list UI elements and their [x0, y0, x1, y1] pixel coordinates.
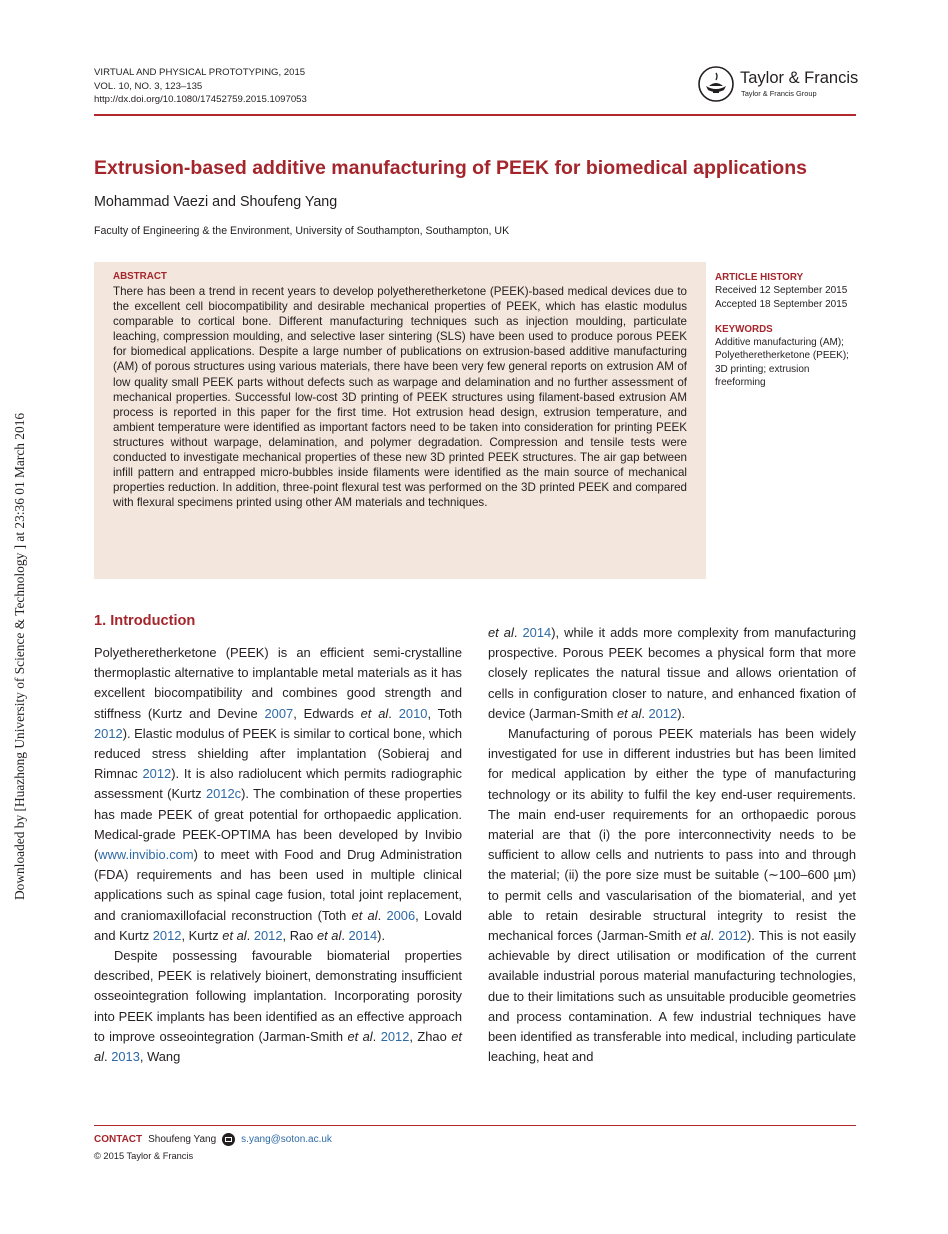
contact-label: CONTACT [94, 1134, 143, 1145]
citation-link[interactable]: 2006 [386, 907, 416, 923]
email-icon [222, 1133, 235, 1146]
citation-link[interactable]: 2014 [522, 625, 552, 640]
footer-divider [94, 1125, 856, 1126]
citation-link[interactable]: 2010 [398, 705, 428, 721]
publisher-name: Taylor & Francis [740, 69, 859, 87]
keywords-text: Additive manufacturing (AM); Polyetheretherketone (PEEK); 3D printing; extrusion freeforming [715, 337, 849, 389]
journal-name: VIRTUAL AND PHYSICAL PROTOTYPING, 2015 [94, 67, 306, 78]
journal-volume: VOL. 10, NO. 3, 123–135 [94, 80, 203, 92]
article-title: Extrusion-based additive manufacturing of PEEK for biomedical applications [94, 157, 807, 179]
invibio-link[interactable]: www.invibio.com [98, 847, 194, 863]
body-column-left [94, 643, 462, 1067]
citation-link[interactable]: 2012 [142, 766, 172, 782]
citation-link[interactable]: 2013 [111, 1049, 140, 1065]
citation-link[interactable]: 2014 [348, 927, 378, 943]
article-history-label: ARTICLE HISTORY [715, 272, 804, 283]
received-date: Received 12 September 2015 [715, 285, 848, 297]
author-affiliation: Faculty of Engineering & the Environment, University of Southampton, Southampton, UK [94, 225, 510, 237]
journal-info [94, 66, 307, 107]
abstract-text: There has been a trend in recent years to develop polyetheretherketone (PEEK)-based medical devices due to the excellent cell biocompatibility and desirable mechanical properties of PEEK, which has elastic modulus comparable to cortical bone. Different manufacturing techniques such as injection moulding, particulate leaching, compression moulding, and selective laser sintering (SLS) have been used to produce porous PEEK for biomedical applications. Despite a large number of publications on extrusion-based additive manufacturing (AM) of porous structures using various materials, there have been very few general reports on extrusion AM of low quality small PEEK parts without defects such as warpage and delamination and no further assessment of mechanical properties. Successful low-cost 3D printing of PEEK structures using filament-based extrusion AM process is reported in this paper for the first time. Hot extrusion head design, extrusion temperature, and ambient temperature were identified as important factors need to be taken into consideration for printing PEEK structures without warpage, delamination, and polymer degradation. Compression and tensile tests were conducted to investigate mechanical properties of these new 3D printed PEEK structures. The air gap between infill pattern and entrapped micro-bubbles inside filaments were identified as the main source of mechanical properties reduction. In addition, three-point flexural test was performed on the 3D printed PEEK and compared with flexural specimens printed using other AM materials and techniques. [113, 285, 687, 510]
article-sidebar [715, 271, 860, 389]
lamp-icon [696, 64, 736, 104]
contact-name: Shoufeng Yang [148, 1134, 217, 1145]
citation-link[interactable]: 2012c [205, 786, 242, 802]
download-stamp: Downloaded by [Huazhong University of Science & Technology ] at 23:36 01 March 2016 [12, 412, 27, 900]
paragraph: Despite possessing favourable biomaterial properties described, PEEK is relatively bioinert, demonstrating insufficient osseointegration following implantation. Incorporating porosity into PEEK implants has been identified as an effective approach to improve osseointegration (Jarman-Smith et al. 2012, Zhao et al. 2013, Wang [94, 948, 462, 1065]
citation-link[interactable]: 2012 [152, 927, 182, 943]
paragraph: Polyetheretherketone (PEEK) is an efficient semi-crystalline thermoplastic alternative to implantable metal materials as it has excellent biocompatibility and combines good strength and stiffness (Kurtz and Devine 2007, Edwards et al. 2010, Toth 2012). Elastic modulus of PEEK is similar to cortical bone, which reduced stress shielding after implantation (Sobieraj and Rimnac 2012). It is also radiolucent which permits radiographic assessment (Kurtz 2012c). The combination of these properties has made PEEK of great potential for orthopaedic application. Medical-grade PEEK-OPTIMA has been developed by Invibio (www.invibio.com) to meet with Food and Drug Administration (FDA) requirements and has been used in multiple clinical applications such as spinal cage fusion, total joint replacement, and craniomaxillofacial reconstruction (Toth et al. 2006, Lovald and Kurtz 2012, Kurtz et al. 2012, Rao et al. 2014). [94, 645, 463, 943]
publisher-logo-block [696, 64, 866, 104]
section-heading: 1. Introduction [94, 613, 196, 629]
keywords-label: KEYWORDS [715, 323, 773, 335]
accepted-date: Accepted 18 September 2015 [715, 298, 848, 310]
publisher-group: Taylor & Francis Group [741, 89, 817, 98]
contact-line [94, 1133, 332, 1146]
citation-link[interactable]: 2012 [380, 1028, 410, 1044]
abstract-box [94, 262, 706, 579]
paragraph: Manufacturing of porous PEEK materials has been widely investigated for use in different industries but has been limited for medical application by either the type of manufacturing technology or its ability to fulfil the key end-user requirements. The main end-user requirements for an orthopaedic porous material are that (i) the pore interconnectivity needs to be sufficient to allow cells and nutrients to pass into and through the material; (ii) the pore size must be suitable (∼100–600 µm) to permit cells and vascularisation of the biomaterial, and yet able to retain desirable structural integrity to resist the mechanical forces (Jarman-Smith et al. 2012). This is not easily achievable by direct utilisation or modification of the current available industrial porous material manufacturing technologies, due to their limitations such as unsuitable producible geometries and process contamination. A few industrial techniques have been identified as transferable into medical, including particulate leaching, heat and [488, 726, 856, 1065]
contact-email-link[interactable]: s.yang@soton.ac.uk [241, 1134, 332, 1145]
header-divider [94, 114, 856, 116]
citation-link[interactable]: 2007 [264, 705, 294, 721]
copyright: © 2015 Taylor & Francis [94, 1151, 194, 1161]
citation-link[interactable]: 2012 [253, 927, 283, 943]
citation-link[interactable]: 2012 [94, 725, 123, 741]
article-authors: Mohammad Vaezi and Shoufeng Yang [94, 194, 338, 210]
citation-link[interactable]: 2012 [648, 705, 678, 721]
abstract-label: ABSTRACT [113, 271, 167, 282]
citation-link[interactable]: 2012 [718, 928, 747, 944]
doi-link[interactable]: http://dx.doi.org/10.1080/17452759.2015.1097053 [94, 94, 307, 105]
paragraph: et al. 2014), while it adds more complexity from manufacturing prospective. Porous PEEK becomes a physical form that more closely replicates the natural tissue and allows orientation of cells in configuration closer to nature, and enhanced fixation of device (Jarman-Smith et al. 2012). [488, 625, 857, 721]
body-column-right [488, 623, 856, 1067]
